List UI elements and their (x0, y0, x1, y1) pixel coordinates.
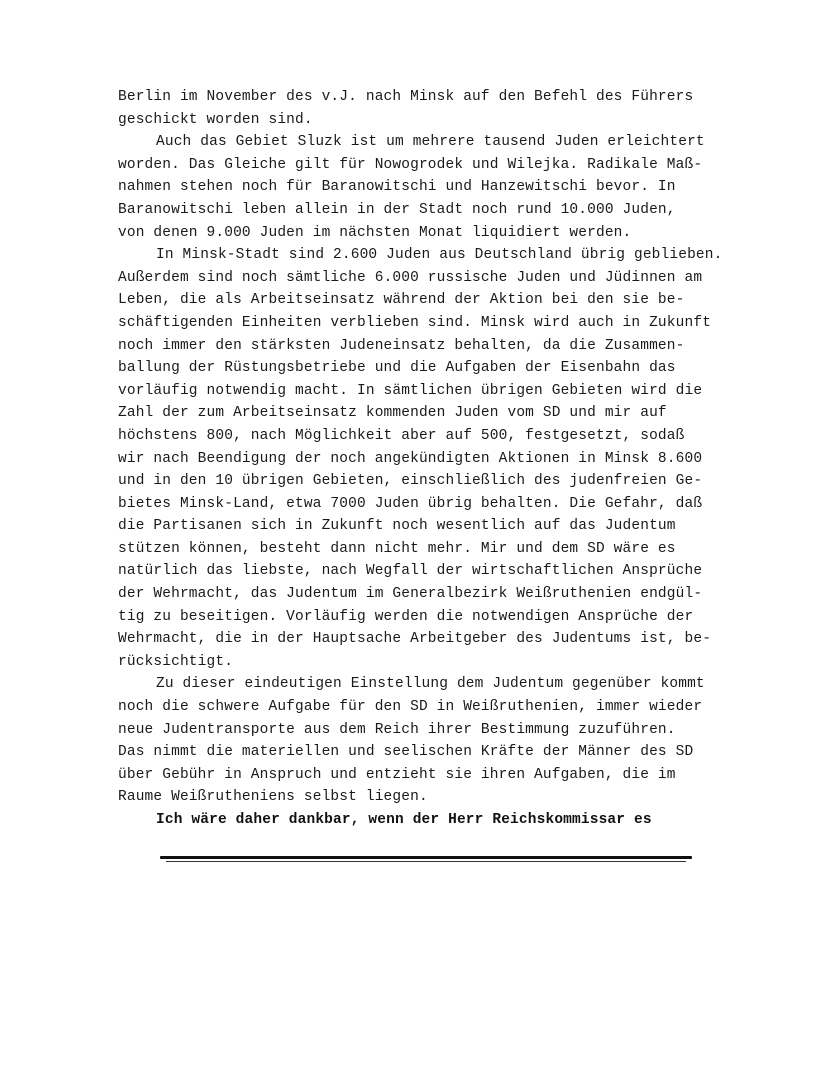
text-line: rücksichtigt. (118, 653, 234, 670)
text-line: natürlich das liebste, nach Wegfall der wirtschaftlichen Ansprüche (118, 563, 703, 580)
text-line: von denen 9.000 Juden im nächsten Monat liquidiert werden. (118, 224, 632, 241)
text-line: Wehrmacht, die in der Hauptsache Arbeitgeber des Judentums ist, be- (118, 631, 712, 648)
text-line: und in den 10 übrigen Gebieten, einschließlich des judenfreien Ge- (118, 473, 703, 490)
document-body (118, 86, 778, 832)
text-line: Zu dieser eindeutigen Einstellung dem Judentum gegenüber kommt (156, 676, 705, 693)
text-line: über Gebühr in Anspruch und entzieht sie ihren Aufgaben, die im (118, 766, 676, 783)
text-line: noch die schwere Aufgabe für den SD in Weißruthenien, immer wieder (118, 699, 703, 716)
text-line: neue Judentransporte aus dem Reich ihrer Bestimmung zuzuführen. (118, 721, 676, 738)
text-line: ballung der Rüstungsbetriebe und die Aufgaben der Eisenbahn das (118, 360, 676, 377)
text-line-final: Ich wäre daher dankbar, wenn der Herr Reichskommissar es (156, 812, 652, 828)
text-line: Zahl der zum Arbeitseinsatz kommenden Juden vom SD und mir auf (118, 405, 667, 422)
text-line: worden. Das Gleiche gilt für Nowogrodek und Wilejka. Radikale Maß- (118, 156, 703, 173)
text-line: wir nach Beendigung der noch angekündigten Aktionen in Minsk 8.600 (118, 450, 703, 467)
text-line: In Minsk-Stadt sind 2.600 Juden aus Deutschland übrig geblieben. (156, 247, 723, 264)
text-line: Auch das Gebiet Sluzk ist um mehrere tausend Juden erleichtert (156, 134, 705, 151)
text-line: geschickt worden sind. (118, 111, 313, 128)
text-line: der Wehrmacht, das Judentum im Generalbezirk Weißruthenien endgül- (118, 586, 703, 603)
text-line: bietes Minsk-Land, etwa 7000 Juden übrig behalten. Die Gefahr, daß (118, 495, 703, 512)
text-line: Baranowitschi leben allein in der Stadt noch rund 10.000 Juden, (118, 201, 676, 218)
text-line: Das nimmt die materiellen und seelischen Kräfte der Männer des SD (118, 744, 694, 761)
text-line: nahmen stehen noch für Baranowitschi und Hanzewitschi bevor. In (118, 179, 676, 196)
text-line: Außerdem sind noch sämtliche 6.000 russische Juden und Jüdinnen am (118, 269, 703, 286)
text-line: tig zu beseitigen. Vorläufig werden die notwendigen Ansprüche der (118, 608, 694, 625)
text-line: noch immer den stärksten Judeneinsatz behalten, da die Zusammen- (118, 337, 685, 354)
text-line: die Partisanen sich in Zukunft noch wesentlich auf das Judentum (118, 518, 676, 535)
text-line: Leben, die als Arbeitseinsatz während der Aktion bei den sie be- (118, 292, 685, 309)
text-line: Berlin im November des v.J. nach Minsk auf den Befehl des Führers (118, 89, 694, 105)
text-line: stützen können, besteht dann nicht mehr. Mir und dem SD wäre es (118, 540, 676, 557)
text-line: schäftigenden Einheiten verblieben sind. Minsk wird auch in Zukunft (118, 314, 712, 331)
underline-rule (160, 856, 692, 859)
underline-rule-secondary (166, 861, 686, 862)
text-line: höchstens 800, nach Möglichkeit aber auf 500, festgesetzt, sodaß (118, 427, 685, 444)
text-line: Raume Weißrutheniens selbst liegen. (118, 789, 428, 806)
text-line: vorläufig notwendig macht. In sämtlichen übrigen Gebieten wird die (118, 382, 703, 399)
